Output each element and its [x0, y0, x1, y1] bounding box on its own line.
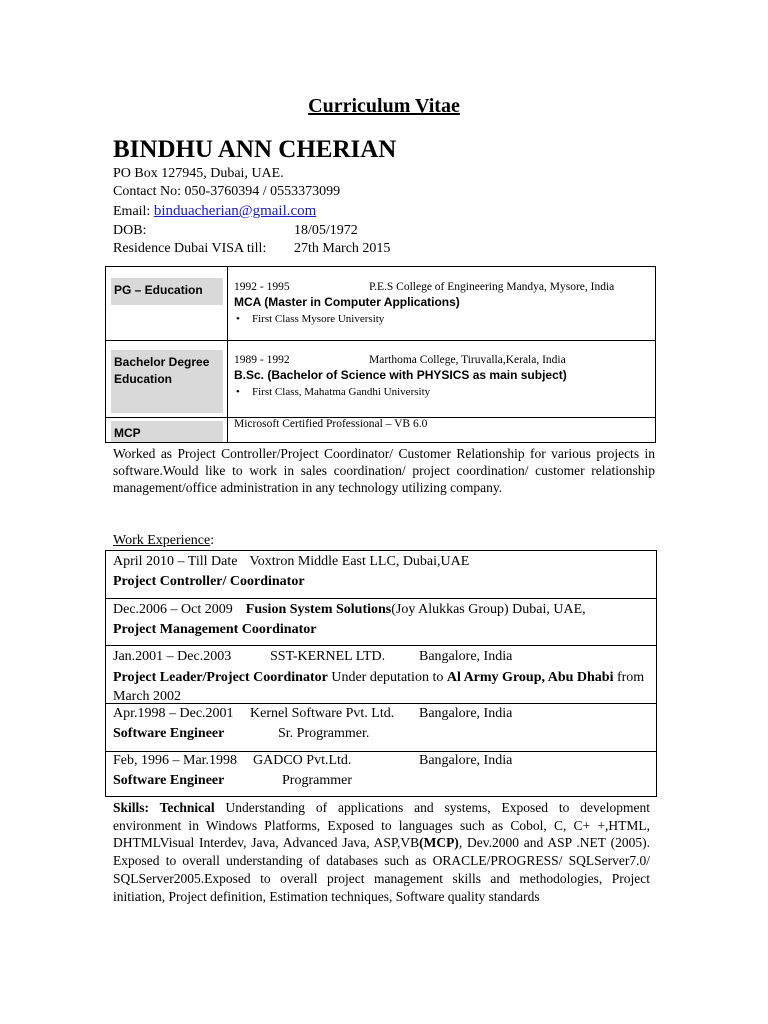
row-divider — [106, 340, 655, 341]
education-row-bachelor — [234, 354, 567, 398]
education-result: First Class Mysore University — [252, 313, 385, 325]
education-institution: Marthoma College, Tiruvalla,Kerala, India — [369, 354, 566, 366]
visa-label: Residence Dubai VISA till: — [113, 241, 267, 256]
work-experience-heading: Work Experience: — [113, 533, 215, 548]
education-years: 1989 - 1992 — [234, 354, 290, 366]
work-company: Fusion System Solutions — [245, 602, 392, 617]
education-institution: P.E.S College of Engineering Mandya, Mysore, India — [369, 281, 615, 293]
work-company: Kernel Software Pvt. Ltd. — [250, 706, 395, 721]
table-divider — [227, 267, 228, 442]
work-experience-table — [105, 550, 657, 797]
work-location: Bangalore, India — [419, 706, 513, 721]
email-label: Email: — [113, 204, 154, 219]
skills-text-continued: , Dev.2000 and ASP .NET (2005). Exposed to overall understanding of databases such as ORACLE/PROGRESS/ SQLServer7.0/ SQLServer2005.Exposed to overall project management skills and methodologies, Project initiation, Project definition, Estimation techniques, Software quality standards — [113, 835, 650, 904]
work-role: Software Engineer — [113, 726, 225, 741]
work-company: GADCO Pvt.Ltd. — [253, 753, 352, 768]
work-note: Under deputation to — [327, 670, 447, 685]
visa-value: 27th March 2015 — [294, 241, 391, 256]
work-role: Software Engineer — [113, 773, 225, 788]
contact-number: Contact No: 050-3760394 / 0553373099 — [113, 184, 341, 199]
po-box: PO Box 127945, Dubai, UAE. — [113, 166, 284, 181]
education-label-pg: PG – Education — [111, 278, 223, 305]
education-result: First Class, Mahatma Gandhi University — [252, 386, 431, 398]
education-label-bachelor: Bachelor Degree Education — [111, 350, 223, 413]
document-title: Curriculum Vitae — [308, 95, 460, 117]
work-company: Voxtron Middle East LLC, Dubai,UAE — [249, 554, 470, 569]
education-row-pg — [234, 281, 614, 325]
work-row — [113, 647, 650, 706]
profile-summary: Worked as Project Controller/Project Coordinator/ Customer Relationship for various projects in software.Would like to work in sales coordination/ project coordination/ customer relationship management/office administration in any technology utilizing company. — [113, 446, 655, 495]
work-note-date: from March 2002 — [113, 670, 645, 704]
work-location: Bangalore, India — [419, 649, 513, 664]
work-row — [113, 704, 650, 744]
row-divider — [106, 598, 656, 599]
work-dates: Apr.1998 – Dec.2001 — [113, 706, 234, 721]
work-role: Project Leader/Project Coordinator — [113, 670, 328, 685]
education-table — [105, 266, 656, 443]
education-label-mcp: MCP — [111, 421, 223, 442]
work-title: Sr. Programmer. — [278, 726, 370, 741]
skills-mcp: (MCP) — [419, 835, 459, 851]
skills-text: Understanding of applications and systems, Exposed to development environment in Windows Platforms, Exposed to languages such as Cobol, C, C+ +,HTML, DHTMLVisual Interdev, Java, Advanced Java, ASP,VB — [113, 800, 650, 851]
work-row — [113, 600, 650, 640]
work-location: Bangalore, India — [419, 753, 513, 768]
work-role: Project Management Coordinator — [113, 622, 317, 637]
education-degree: B.Sc. (Bachelor of Science with PHYSICS as main subject) — [234, 368, 567, 382]
work-dates: Jan.2001 – Dec.2003 — [113, 649, 232, 664]
education-degree: MCA (Master in Computer Applications) — [234, 295, 460, 309]
work-company-detail: (Joy Alukkas Group) Dubai, UAE, — [391, 602, 586, 617]
email-link[interactable]: binduacherian@gmail.com — [153, 203, 317, 219]
bullet-icon: • — [236, 313, 240, 325]
row-divider — [106, 645, 656, 646]
work-row — [113, 751, 650, 791]
work-note-employer: Al Army Group, Abu Dhabi — [446, 670, 614, 685]
email-line — [113, 202, 316, 221]
skills-section — [113, 799, 650, 905]
work-company: SST-KERNEL LTD. — [270, 649, 386, 664]
work-dates: Dec.2006 – Oct 2009 — [113, 602, 233, 617]
candidate-name: BINDHU ANN CHERIAN — [113, 136, 397, 163]
work-title: Programmer — [282, 773, 352, 788]
work-role: Project Controller/ Coordinator — [113, 574, 305, 589]
skills-label: Skills: Technical — [113, 800, 215, 815]
work-dates: April 2010 – Till Date — [113, 554, 238, 569]
dob-value: 18/05/1972 — [294, 223, 358, 238]
education-years: 1992 - 1995 — [234, 281, 290, 293]
work-dates: Feb, 1996 – Mar.1998 — [113, 753, 238, 768]
dob-label: DOB: — [113, 223, 147, 238]
bullet-icon: • — [236, 386, 240, 398]
certification-detail: Microsoft Certified Professional – VB 6.0 — [234, 418, 428, 430]
work-row — [113, 552, 650, 592]
